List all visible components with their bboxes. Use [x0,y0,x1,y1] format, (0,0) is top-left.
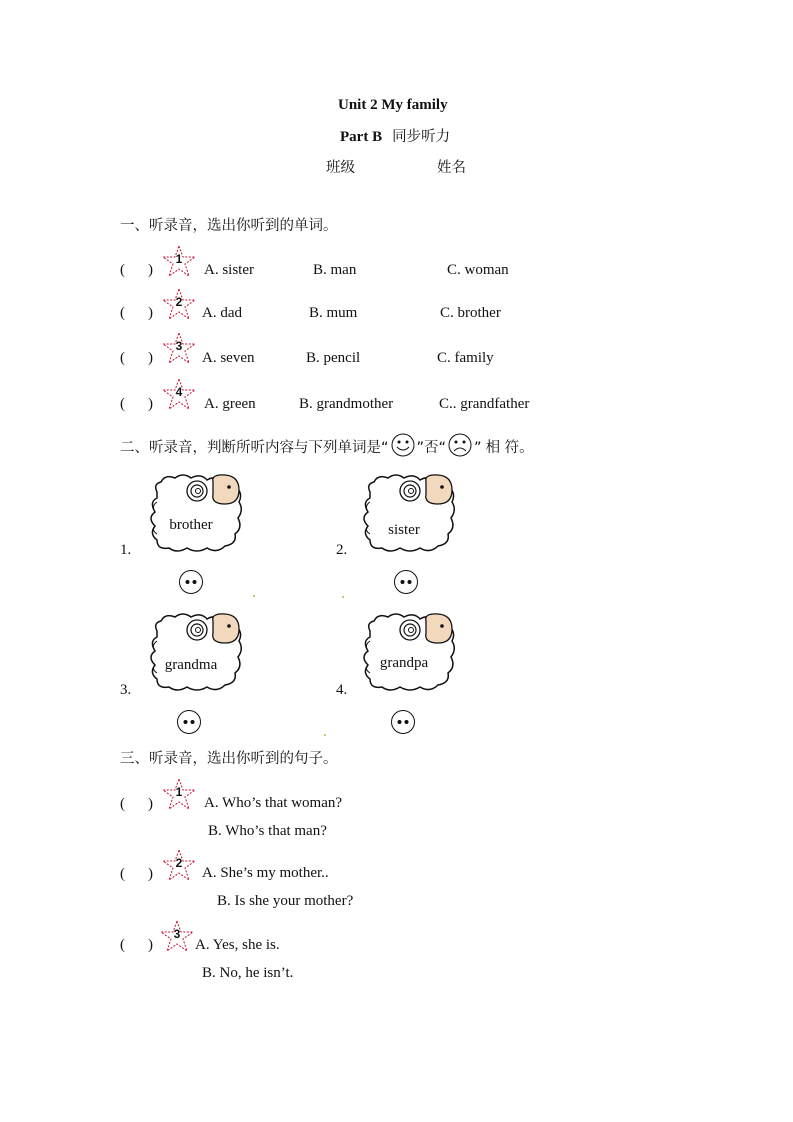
option-c: C. family [437,350,494,366]
subtitle-cn: 同步听力 [392,129,451,145]
part-label: Part B [340,129,383,145]
answer-paren-close: ) [148,305,153,321]
answer-face-icon[interactable] [178,569,204,595]
answer-paren-open: ( [120,262,125,278]
star-number: 2 [175,856,183,870]
sentence-a: A. She’s my mother.. [202,865,329,881]
answer-paren-open: ( [120,796,125,812]
stray-mark [324,734,326,736]
item-number: 3. [120,682,132,698]
answer-paren-open: ( [120,350,125,366]
number-star-icon [162,378,196,412]
smile-face-icon [389,432,417,458]
number-star-icon [162,332,196,366]
sheep-word: grandpa [379,655,429,671]
quote-close: ” [416,440,425,456]
option-a: A. green [204,396,256,412]
section3-heading: 三、听录音，选出你听到的句子。 [120,751,338,767]
sentence-a: A. Yes, she is. [195,937,280,953]
number-star-icon [160,920,194,954]
sheep-word: grandma [164,657,218,673]
answer-paren-open: ( [120,396,125,412]
sentence-b: B. Is she your mother? [217,893,354,909]
star-number: 4 [175,385,183,399]
section2-heading-text: 二、听录音，判断所听内容与下列单词是 [120,440,381,456]
number-star-icon [162,849,196,883]
star-number: 3 [173,927,181,941]
sheep-card [145,611,245,691]
sheep-card [145,472,245,552]
answer-paren-close: ) [148,866,153,882]
answer-paren-open: ( [120,937,125,953]
option-b: B. man [313,262,357,278]
sheep-word: brother [169,517,213,533]
sad-face-icon [446,432,474,458]
sentence-b: B. Who’s that man? [208,823,327,839]
option-a: A. seven [202,350,255,366]
answer-paren-close: ) [148,937,153,953]
sentence-b: B. No, he isn’t. [202,965,294,981]
item-number: 4. [336,682,348,698]
option-b: B. mum [309,305,358,321]
option-c: C. brother [440,305,501,321]
item-number: 2. [336,542,348,558]
section2-heading [120,432,534,458]
section1-heading: 一、听录音，选出你听到的单词。 [120,218,338,234]
answer-paren-open: ( [120,305,125,321]
heading-end: 相 符。 [485,440,534,456]
stray-mark [342,596,344,598]
option-b: B. grandmother [299,396,394,412]
quote-close: ” [474,440,482,456]
answer-face-icon[interactable] [176,709,202,735]
quote-open: “ [381,440,389,456]
option-c: C. woman [447,262,509,278]
answer-paren-close: ) [148,396,153,412]
sheep-word: sister [388,522,420,538]
option-c: C.. grandfather [439,396,530,412]
sentence-a: A. Who’s that woman? [204,795,343,811]
worksheet-title: Unit 2 My family [338,97,448,113]
star-number: 1 [175,785,183,799]
stray-mark [253,595,255,597]
star-number: 3 [175,339,183,353]
option-a: A. sister [204,262,254,278]
quote-open: “ [438,440,447,456]
star-number: 2 [175,295,183,309]
number-star-icon [162,778,196,812]
answer-paren-close: ) [148,350,153,366]
class-label: 班级 [326,160,355,176]
answer-face-icon[interactable] [390,709,416,735]
number-star-icon [162,288,196,322]
answer-paren-close: ) [148,796,153,812]
number-star-icon [162,245,196,279]
star-number: 1 [175,252,183,266]
sheep-card [358,611,458,691]
heading-mid: 否 [424,440,439,456]
sheep-card [358,472,458,552]
answer-paren-close: ) [148,262,153,278]
name-label: 姓名 [437,160,466,176]
option-b: B. pencil [306,350,361,366]
answer-face-icon[interactable] [393,569,419,595]
answer-paren-open: ( [120,866,125,882]
worksheet-subtitle [340,125,450,146]
item-number: 1. [120,542,132,558]
option-a: A. dad [202,305,242,321]
